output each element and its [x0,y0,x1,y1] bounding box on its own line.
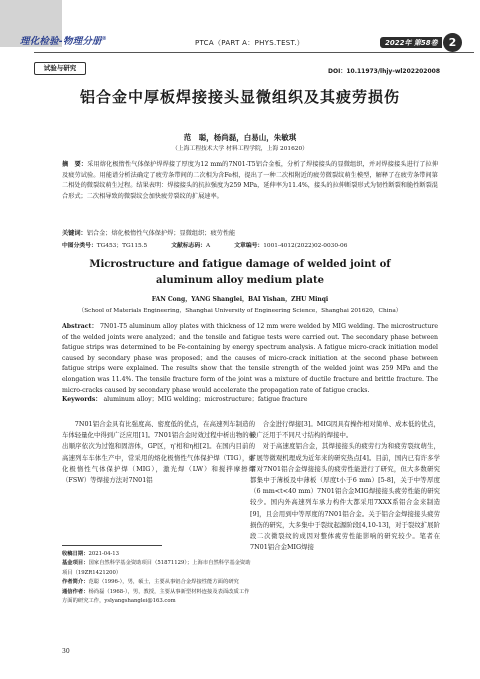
body-paragraph: 对于高速度铝合金，其焊接接头的疲劳行为和疲劳裂纹萌生，扩展等微观机理成为近年来的研究热点[4]。目前，国内已有许多学者对7N01铝合金焊接接头的疲劳性能进行了研究，但大多数研究都集中于薄板及中薄板（厚度t小于6 mm）[5-8]，关于中等厚度（6 mm<t<40 mm）7N01铝合金MIG焊接接头疲劳性能的研究较少。国内外高速列车承力构件大都采用7XXX系铝合金来制造[9]，且会用到中等厚度的7N01铝合金。关于铝合金焊接接头疲劳损伤的研究，大多集中于裂纹起源阶段[4,10-13]，对于裂纹扩展阶段二次微裂纹的成因对整体疲劳性能影响的研究较少。笔者在7N01铝合金MIG焊接 [250,442,440,552]
corr-label: 通信作者： [62,588,89,595]
abstract-en-label: Abstract： [62,323,98,330]
doi-label[interactable]: DOI：10.11973/lhjy-wl202202008 [328,68,440,75]
section-tag: 试验与研究 [34,62,86,75]
keywords-en-label: Keywords： [62,396,102,403]
body-paragraph: 7N01铝合金具有比强度高、密度低的优点，在高速列车制造的车体轻量化中得到广泛应用[1]。7N01铝合金时效过程中析出物的析出顺序依次为过饱和固溶体，GP区，η'相和η相[2]。在国内目前的高速列车车体生产中，常采用的熔化极惰性气体保护焊（TIG），熔化极惰性气体保护焊（MIG），激光焊（LW）和搅拌摩擦焊（FSW）等焊接方法对7N01铝 [62,420,255,485]
clc-field [62,240,147,249]
issue-badge: 2 [443,33,462,52]
doc-code-value: A [206,243,211,249]
footnotes [62,550,252,606]
page-title-cn: 铝合金中厚板焊接接头显微组织及其疲劳损伤 [79,88,400,106]
abstract-cn-label: 摘 要： [62,161,88,168]
journal-reg-mark: ® [101,35,107,42]
received-value: 2021-04-13 [88,551,120,557]
keywords-cn-text: 铝合金；熔化极惰性气体保护焊；显微组织；疲劳性能 [86,230,236,237]
abstract-en [62,322,438,396]
classification-row [62,240,438,249]
abstract-cn [62,160,438,202]
journal-name: 理化检验-物理分册 [20,36,102,47]
article-no-label: 文章编号： [234,243,264,249]
author-value: 范聪（1996-），男，硕士，主要从事铝合金焊接性能方面的研究 [88,579,239,586]
authors-cn: 范 聪，杨尚磊，白易山，朱敏琪 [183,133,297,142]
clc-value: TG453；TG115.5 [96,243,148,249]
body-column-right [250,419,440,553]
received-label: 收稿日期： [62,551,89,557]
abstract-cn-text: 采用熔化极惰性气体保护焊焊接了厚度为12 mm的7N01-T5铝合金板，分析了焊接接头的显微组织，并对焊接接头进行了拉伸及疲劳试验。用能谱分析法确定了疲劳条带间的二次相为含Fe相，提出了一种二次相附近的疲劳微裂纹萌生模型，解释了在疲劳条带间第二相处的微裂纹萌生过程。结果表明：焊接接头的抗拉强度为259 MPa，延伸率为11.4%，接头的拉伸断裂形式为韧性断裂和脆性断裂混合形式；二次相导致的微裂纹会加快疲劳裂纹的扩展速率。 [62,161,439,200]
body-paragraph: 合金进行焊接[3]。MIG因具有操作相对简单、成本低的优点，被广泛用于不同尺寸结构的焊接中。 [250,420,440,440]
footnote-received [62,550,252,559]
keywords-en-text: aluminum alloy；MIG welding；microstructure；fatigue fracture [103,396,308,403]
footnote-author [62,578,252,587]
body-column-left [62,419,255,486]
fund-value: 国家自然科学基金资助项目（51871129）；上海市自然科学基金资助项目（19ZR1421200） [62,560,251,576]
affiliation-en: （School of Materials Engineering，Shanghai University of Engineering Science，Shanghai 201620，China） [78,308,402,314]
clc-label: 中图分类号： [62,243,97,249]
journal-logo [20,33,107,47]
affiliation-cn: （上海工程技术大学 材料工程学院，上海 201620） [172,146,308,152]
journal-series: PTCA（PART A：PHYS.TEST.） [195,39,305,47]
article-no-field [234,240,347,249]
author-label: 作者简介： [62,579,89,586]
corr-value: 杨尚磊（1968-），男，教授，主要从事新型材料连接及表面改质工作方面的研究工作，yslyangshanglei@163.com [62,588,250,605]
footnote-fund [62,559,252,578]
fund-label: 基金项目： [62,560,89,567]
footnote-corresponding [62,588,252,607]
doc-code-field [171,240,210,249]
abstract-en-text: 7N01-T5 aluminum alloy plates with thickness of 12 mm were welded by MIG welding. The microstructure of the welded joints were analyzed；and the tensile and fatigue tests were carried out. The secondary phase between fatigue strips was determined to be Fe-containing by energy spectrum analysis. A fatigue micro-crack initiation model caused by secondary phase was proposed；and the causes of micro-crack initiation at the second phase between fatigue strips were explained. The results show that the tensile strength of the welded joint was 259 MPa and the elongation was 11.4%. The tensile fracture form of the joint was a mixture of ductile fracture and brittle fracture. The micro-cracks caused by secondary phase would accelerate the propagation rate of fatigue cracks. [62,323,438,394]
keywords-cn [62,228,438,237]
authors-en: FAN Cong，YANG Shanglei，BAI Yishan，ZHU Minqi [151,296,329,303]
header-divider [34,52,474,53]
article-no-value: 1001-4012(2022)02-0030-06 [263,243,348,249]
page-number: 30 [62,648,70,655]
keywords-cn-label: 关键词： [62,230,87,237]
footnote-divider [62,545,162,546]
header-band [0,0,480,62]
page-title-en: Microstructure and fatigue damage of welded joint of aluminum alloy medium plate [89,259,391,286]
keywords-en [62,394,438,403]
journal-volume: 2022年 第58卷 [385,39,438,47]
doc-code-label: 文献标志码： [171,243,207,249]
